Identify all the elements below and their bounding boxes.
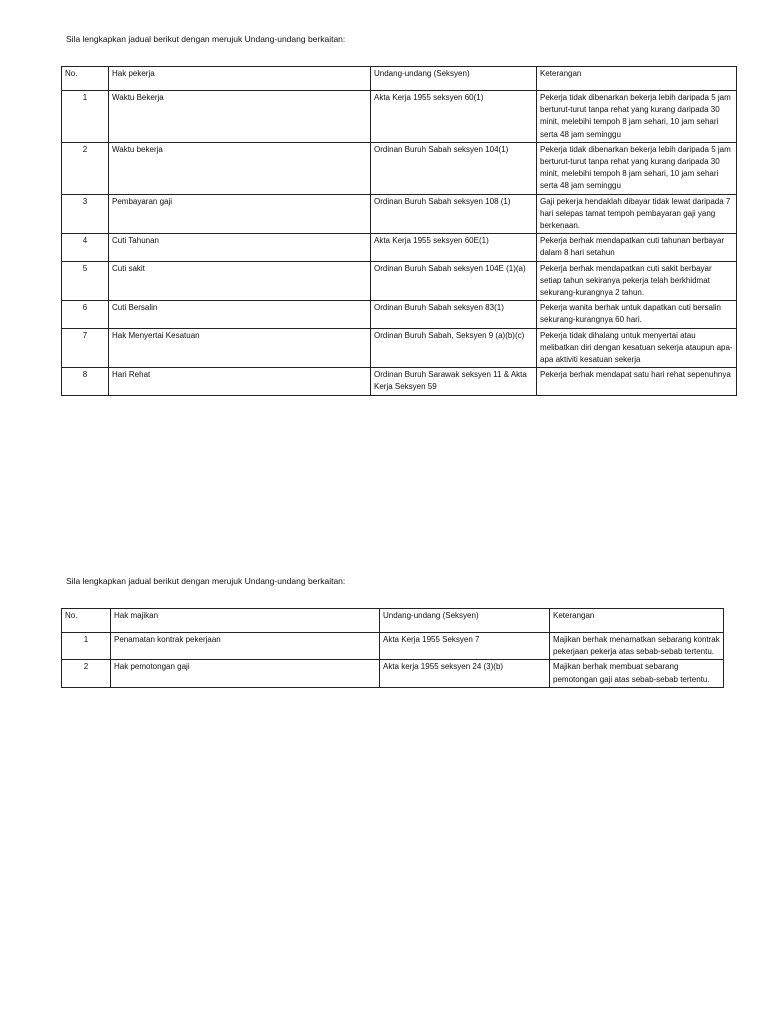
row-keterangan: Majikan berhak membuat sebarang pemotongan gaji atas sebab-sebab tertentu. [550, 660, 724, 687]
table-row [62, 234, 737, 261]
row-hak: Penamatan kontrak pekerjaan [111, 633, 380, 660]
row-hak: Waktu Bekerja [109, 91, 371, 143]
row-keterangan: Pekerja berhak mendapatkan cuti sakit berbayar setiap tahun sekiranya pekerja telah berkhidmat sekurang-kurangnya 2 tahun. [537, 261, 737, 301]
table-row [62, 142, 737, 194]
row-no: 1 [62, 91, 109, 143]
header-hak: Hak pekerja [109, 67, 371, 91]
header-undang: Undang-undang (Seksyen) [371, 67, 537, 91]
row-no: 3 [62, 194, 109, 234]
header-no: No. [62, 609, 111, 633]
instruction-text-1: Sila lengkapkan jadual berikut dengan merujuk Undang-undang berkaitan: [66, 34, 346, 44]
row-hak: Hak Menyertai Kesatuan [109, 328, 371, 368]
table-row [62, 660, 724, 687]
row-no: 7 [62, 328, 109, 368]
table-row [62, 633, 724, 660]
row-keterangan: Pekerja berhak mendapat satu hari rehat sepenuhnya [537, 368, 737, 395]
header-hak: Hak majikan [111, 609, 380, 633]
row-undang: Ordinan Buruh Sabah seksyen 104E (1)(a) [371, 261, 537, 301]
header-keterangan: Keterangan [550, 609, 724, 633]
row-undang: Ordinan Buruh Sabah seksyen 83(1) [371, 301, 537, 328]
row-keterangan: Pekerja berhak mendapatkan cuti tahunan berbayar dalam 8 hari setahun [537, 234, 737, 261]
row-keterangan: Pekerja tidak dihalang untuk menyertai atau melibatkan diri dengan kesatuan sekerja ataupun apa-apa aktiviti kesatuan sekerja [537, 328, 737, 368]
table-row [62, 91, 737, 143]
row-hak: Hari Rehat [109, 368, 371, 395]
header-keterangan: Keterangan [537, 67, 737, 91]
row-hak: Waktu bekerja [109, 142, 371, 194]
row-no: 2 [62, 142, 109, 194]
row-undang: Akta Kerja 1955 seksyen 60E(1) [371, 234, 537, 261]
row-keterangan: Pekerja tidak dibenarkan bekerja lebih daripada 5 jam berturut-turut tanpa rehat yang kurang daripada 30 minit, melebihi tempoh 8 jam sehari, 10 jam sehari serta 48 jam seminggu [537, 142, 737, 194]
row-no: 1 [62, 633, 111, 660]
row-keterangan: Pekerja wanita berhak untuk dapatkan cuti bersalin sekurang-kurangnya 60 hari. [537, 301, 737, 328]
row-undang: Ordinan Buruh Sabah seksyen 108 (1) [371, 194, 537, 234]
table-row [62, 261, 737, 301]
row-no: 2 [62, 660, 111, 687]
row-undang: Akta Kerja 1955 seksyen 60(1) [371, 91, 537, 143]
row-hak: Cuti Bersalin [109, 301, 371, 328]
table-row [62, 194, 737, 234]
row-keterangan: Majikan berhak menamatkan sebarang kontrak pekerjaan pekerja atas sebab-sebab tertentu. [550, 633, 724, 660]
row-hak: Pembayaran gaji [109, 194, 371, 234]
table-row [62, 301, 737, 328]
row-no: 6 [62, 301, 109, 328]
row-undang: Ordinan Buruh Sabah, Seksyen 9 (a)(b)(c) [371, 328, 537, 368]
employer-rights-table [61, 608, 724, 688]
instruction-text-2: Sila lengkapkan jadual berikut dengan merujuk Undang-undang berkaitan: [66, 576, 346, 586]
row-undang: Ordinan Buruh Sarawak seksyen 11 & Akta Kerja Seksyen 59 [371, 368, 537, 395]
header-undang: Undang-undang (Seksyen) [380, 609, 550, 633]
employee-rights-table [61, 66, 737, 396]
row-no: 4 [62, 234, 109, 261]
header-no: No. [62, 67, 109, 91]
row-undang: Akta Kerja 1955 Seksyen 7 [380, 633, 550, 660]
row-hak: Hak pemotongan gaji [111, 660, 380, 687]
row-no: 5 [62, 261, 109, 301]
row-no: 8 [62, 368, 109, 395]
table-row [62, 328, 737, 368]
row-hak: Cuti sakit [109, 261, 371, 301]
row-undang: Ordinan Buruh Sabah seksyen 104(1) [371, 142, 537, 194]
row-keterangan: Gaji pekerja hendaklah dibayar tidak lewat daripada 7 hari selepas tamat tempoh pembayaran gaji yang berkenaan. [537, 194, 737, 234]
row-hak: Cuti Tahunan [109, 234, 371, 261]
row-keterangan: Pekerja tidak dibenarkan bekerja lebih daripada 5 jam berturut-turut tanpa rehat yang kurang daripada 30 minit, melebihi tempoh 8 jam sehari, 10 jam sehari serta 48 jam seminggu [537, 91, 737, 143]
table-row [62, 368, 737, 395]
table-header-row [62, 67, 737, 91]
table-header-row [62, 609, 724, 633]
row-undang: Akta kerja 1955 seksyen 24 (3)(b) [380, 660, 550, 687]
